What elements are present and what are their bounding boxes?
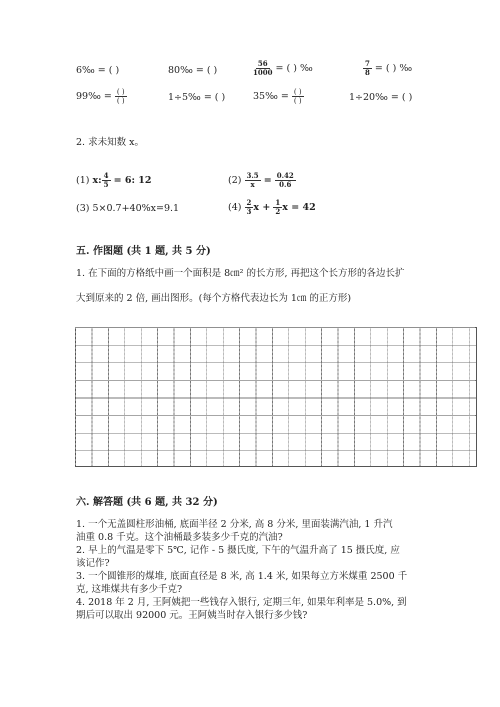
equation-4: (4) $\frac{2}{3}$ x + $\frac{1}{2}$ x = 42 (228, 198, 316, 216)
section-6-line: 3. 一个圆锥形的煤堆, 底面直径是 8 米, 高 1.4 米, 如果每立方米煤重 2500 千 (76, 571, 408, 582)
fraction: $\frac{56}{1000}$ (253, 59, 273, 77)
fraction: $\frac{2}{3}$ (246, 198, 252, 216)
problem-1-2: 80‰ = ( ) (168, 65, 218, 76)
problem-1-3: $\frac{56}{1000}$ = ( ) ‰ (253, 59, 313, 77)
problem-1-4: $\frac{7}{8}$ = ( ) ‰ (365, 59, 413, 77)
section-6-line: 克, 这堆煤共有多少千克? (76, 584, 183, 595)
fraction-blank: $\frac{( )}{( )}$ (293, 88, 302, 105)
equation-1: (1) x: $\frac{4}{5}$ = 6: 12 (76, 171, 152, 189)
equation-2: (2) $\frac{3.5}{x}$ = $\frac{0.42}{0.6}$ (228, 171, 294, 189)
problem-2-2: 1÷5‰ = ( ) (168, 92, 226, 103)
section-5-line-1: 1. 在下面的方格纸中画一个面积是 8㎝² 的长方形, 再把这个长方形的各边长扩 (76, 268, 405, 279)
fraction-blank: $\frac{( )}{( )}$ (116, 88, 125, 105)
section-6-line: 1. 一个无盖圆柱形油桶, 底面半径 2 分米, 高 8 分米, 里面装满汽油, 1 升汽 (76, 519, 393, 530)
section-6-line: 2. 早上的气温是零下 5℃, 记作 - 5 摄氏度, 下午的气温升高了 15 摄氏度, 应 (76, 545, 400, 556)
section-6-line: 该记作? (76, 558, 110, 569)
equation-3: (3) 5×0.7+40%x=9.1 (76, 203, 180, 214)
section-6-line: 油重 0.8 千克。这个油桶最多装多少千克的汽油? (76, 532, 283, 543)
question-2-title: 2. 求未知数 x。 (76, 137, 144, 148)
problem-1-1: 6‰ = ( ) (76, 65, 120, 76)
fraction: $\frac{4}{5}$ (103, 171, 109, 189)
grid-dash-overlay (75, 327, 475, 465)
section-6-line: 4. 2018 年 2 月, 王阿姨把一些钱存入银行, 定期三年, 如果年利率是 5.0%, 到 (76, 597, 407, 608)
section-6-title: 六. 解答题 (共 6 题, 共 32 分) (76, 497, 218, 508)
problem-2-4: 1÷20‰ = ( ) (349, 92, 413, 103)
fraction: $\frac{1}{2}$ (275, 198, 281, 216)
section-5-title: 五. 作图题 (共 1 题, 共 5 分) (76, 246, 211, 257)
fraction: $\frac{7}{8}$ (365, 59, 370, 77)
section-5-line-2: 大到原来的 2 倍, 画出图形。(每个方格代表边长为 1㎝ 的正方形) (76, 293, 352, 304)
section-6-body (76, 518, 496, 622)
problem-2-1: 99‰ = $\frac{( )}{( )}$ (76, 88, 125, 105)
fraction: $\frac{0.42}{0.6}$ (276, 171, 294, 189)
problem-2-3: 35‰ = $\frac{( )}{( )}$ (253, 88, 302, 105)
fraction: $\frac{3.5}{x}$ (246, 171, 259, 189)
section-6-line: 期后可以取出 92000 元。王阿姨当时存入银行多少钱? (76, 610, 308, 621)
